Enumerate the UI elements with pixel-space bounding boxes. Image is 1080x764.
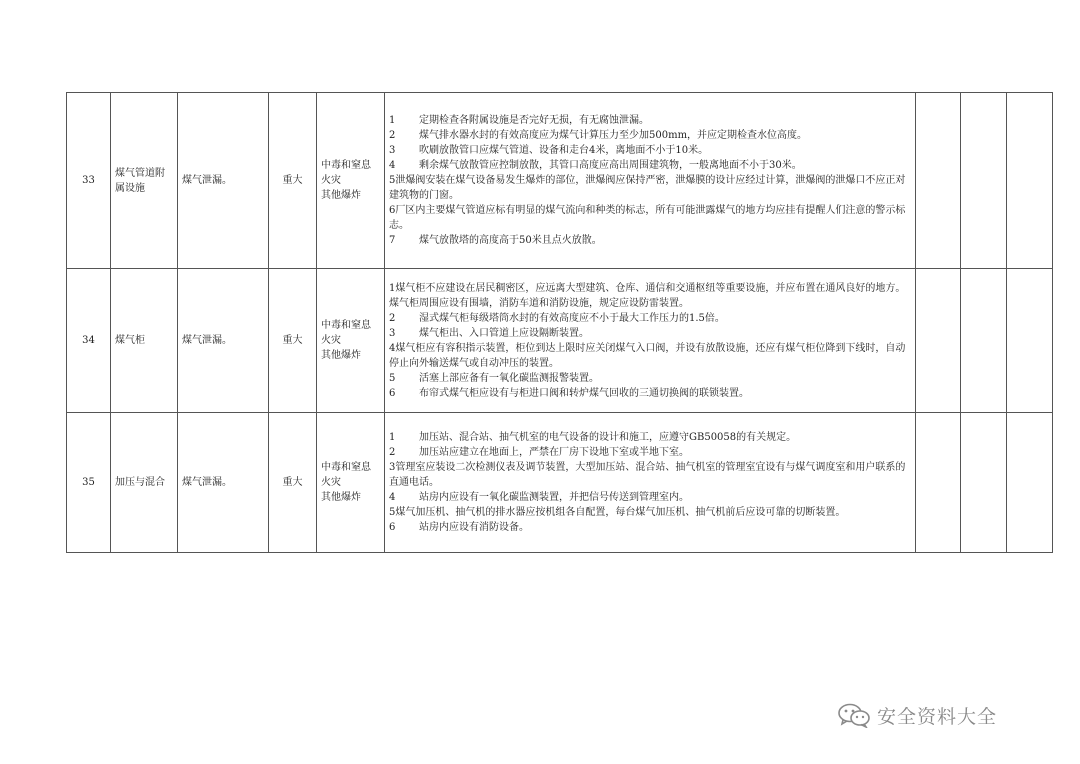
- measure-text: 加压站应建立在地面上，严禁在厂房下设地下室或半地下室。: [419, 447, 689, 458]
- measure-number: 2: [389, 312, 396, 324]
- accident-type: 火灾: [321, 335, 341, 346]
- measure-item: [389, 233, 911, 248]
- extra-cell-1: [916, 269, 961, 413]
- measure-text: 泄爆阀安装在煤气设备易发生爆炸的部位，泄爆阀应保持严密，泄爆膜的设计应经过计算，泄爆阀的泄爆口不应正对建筑物的门窗。: [389, 175, 906, 201]
- measure-item: [389, 430, 911, 445]
- measure-text: 剩余煤气放散管应控制放散，其管口高度应高出周围建筑物，一般离地面不小于30米。: [419, 160, 802, 171]
- measure-item: [389, 128, 911, 143]
- accident-type: 中毒和窒息: [321, 462, 371, 473]
- location-cell: 煤气管道附属设施: [111, 93, 178, 269]
- measure-text: 吹刷放散管口应煤气管道、设备和走台4米，离地面不小于10米。: [419, 145, 709, 156]
- location-cell: 加压与混合: [111, 413, 178, 553]
- wechat-icon: [837, 702, 871, 728]
- risk-level-cell: 重大: [269, 93, 317, 269]
- measure-text: 煤气放散塔的高度高于50米且点火放散。: [419, 235, 602, 246]
- risk-level-cell: 重大: [269, 413, 317, 553]
- measure-item: [389, 520, 911, 535]
- extra-cell-1: [916, 93, 961, 269]
- measure-item: [389, 143, 911, 158]
- measure-number: 1: [389, 432, 396, 443]
- measure-text: 活塞上部应备有一氧化碳监测报警装置。: [419, 372, 599, 384]
- measure-item: [389, 505, 911, 520]
- measure-item: [389, 311, 911, 326]
- extra-cell-2: [961, 413, 1007, 553]
- accident-type: 其他爆炸: [321, 190, 361, 201]
- measure-number: 3: [389, 462, 396, 473]
- hazard-cell: 煤气泄漏。: [178, 269, 269, 413]
- measure-number: 7: [389, 235, 396, 246]
- measures-cell: [385, 93, 916, 269]
- measure-text: 管理室应装设二次检测仪表及调节装置，大型加压站、混合站、抽气机室的管理室宜设有与煤气调度室和用户联系的直通电话。: [389, 462, 906, 488]
- measure-number: 2: [389, 130, 396, 141]
- measure-text: 厂区内主要煤气管道应标有明显的煤气流向和种类的标志，所有可能泄露煤气的地方均应挂有提醒人们注意的警示标志。: [389, 205, 906, 231]
- measure-item: [389, 113, 911, 128]
- extra-cell-1: [916, 413, 961, 553]
- accident-type-cell: [317, 93, 385, 269]
- measure-number: 1: [389, 115, 396, 126]
- measure-text: 煤气加压机、抽气机的排水器应按机组各自配置，每台煤气加压机、抽气机前后应设可靠的切断装置。: [395, 507, 846, 518]
- extra-cell-3: [1007, 413, 1053, 553]
- accident-type: 火灾: [321, 175, 341, 186]
- measure-text: 煤气排水器水封的有效高度应为煤气计算压力至少加500mm，并应定期检查水位高度。: [419, 130, 808, 141]
- measure-number: 4: [389, 342, 396, 354]
- measure-number: 4: [389, 492, 396, 503]
- measure-text: 布帘式煤气柜应设有与柜进口阀和转炉煤气回收的三通切换阀的联锁装置。: [419, 387, 749, 399]
- measure-item: [389, 460, 911, 490]
- table-row: [67, 269, 1053, 413]
- measure-item: [389, 371, 911, 386]
- extra-cell-2: [961, 93, 1007, 269]
- row-number: 33: [67, 93, 111, 269]
- measure-number: 5: [389, 175, 396, 186]
- accident-type: 中毒和窒息: [321, 160, 371, 171]
- accident-type: 火灾: [321, 477, 341, 488]
- watermark: [837, 700, 997, 730]
- measure-item: [389, 341, 911, 371]
- measure-number: 6: [389, 522, 396, 533]
- measure-number: 4: [389, 160, 396, 171]
- accident-type: 其他爆炸: [321, 492, 361, 503]
- hazard-cell: 煤气泄漏。: [178, 93, 269, 269]
- measure-item: [389, 386, 911, 401]
- measures-cell: [385, 413, 916, 553]
- measures-cell: [385, 269, 916, 413]
- measure-text: 加压站、混合站、抽气机室的电气设备的设计和施工，应遵守GB50058的有关规定。: [419, 432, 797, 443]
- accident-type: 中毒和窒息: [321, 320, 371, 331]
- accident-type: 其他爆炸: [321, 350, 361, 361]
- measure-text: 煤气柜不应建设在居民稠密区，应远离大型建筑、仓库、通信和交通枢纽等重要设施，并应布置在通风良好的地方。煤气柜周围应设有围墙，消防车道和消防设施，规定应设防雷装置。: [389, 282, 906, 309]
- table-row: [67, 93, 1053, 269]
- measure-number: 6: [389, 387, 396, 399]
- risk-level-cell: 重大: [269, 269, 317, 413]
- row-number: 35: [67, 413, 111, 553]
- measure-number: 6: [389, 205, 396, 216]
- measure-item: [389, 158, 911, 173]
- measure-text: 煤气柜出、入口管道上应设隔断装置。: [419, 327, 589, 339]
- measure-number: 3: [389, 327, 396, 339]
- table-row: [67, 413, 1053, 553]
- accident-type-cell: [317, 269, 385, 413]
- row-number: 34: [67, 269, 111, 413]
- measure-number: 5: [389, 507, 396, 518]
- measure-text: 站房内应设有消防设备。: [419, 522, 529, 533]
- extra-cell-3: [1007, 269, 1053, 413]
- measure-text: 煤气柜应有容积指示装置，柜位到达上限时应关闭煤气入口阀，并设有放散设施，还应有煤气柜位降到下线时，自动停止向外输送煤气或自动冲压的装置。: [389, 342, 906, 369]
- risk-table: [66, 92, 1053, 553]
- measure-number: 1: [389, 282, 396, 294]
- watermark-text: 安全资料大全: [877, 705, 998, 728]
- measure-item: [389, 445, 911, 460]
- measure-item: [389, 203, 911, 233]
- measure-number: 5: [389, 372, 396, 384]
- measure-text: 湿式煤气柜每级塔筒水封的有效高度应不小于最大工作压力的1.5倍。: [419, 312, 725, 324]
- measure-item: [389, 326, 911, 341]
- measure-item: [389, 173, 911, 203]
- measure-item: [389, 281, 911, 311]
- measure-text: 站房内应设有一氧化碳监测装置，并把信号传送到管理室内。: [419, 492, 689, 503]
- measure-text: 定期检查各附属设施是否完好无损，有无腐蚀泄漏。: [419, 115, 649, 126]
- extra-cell-3: [1007, 93, 1053, 269]
- measure-number: 2: [389, 447, 396, 458]
- hazard-cell: 煤气泄漏。: [178, 413, 269, 553]
- measure-item: [389, 490, 911, 505]
- accident-type-cell: [317, 413, 385, 553]
- location-cell: 煤气柜: [111, 269, 178, 413]
- extra-cell-2: [961, 269, 1007, 413]
- measure-number: 3: [389, 145, 396, 156]
